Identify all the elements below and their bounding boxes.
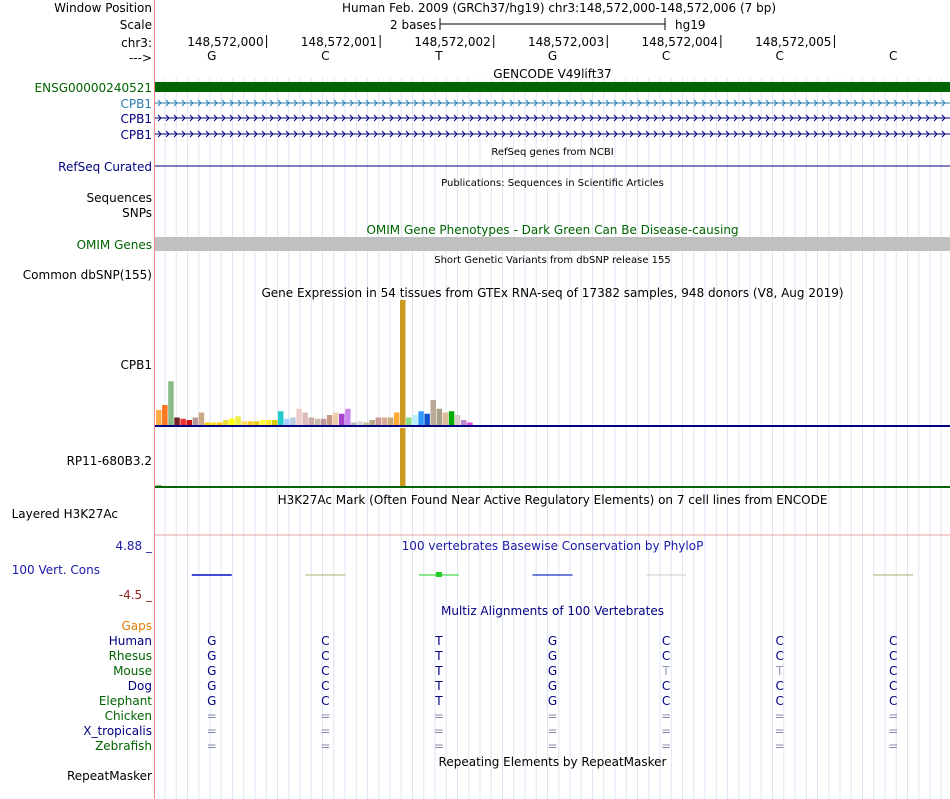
alignment-base: C	[321, 694, 330, 708]
alignment-base: =	[320, 709, 331, 723]
ruler-position: 148,572,001	[300, 35, 378, 49]
alignment-base: T	[435, 634, 443, 648]
alignment-base: T	[435, 649, 443, 663]
alignment-base: C	[889, 694, 898, 708]
repeatmasker-label[interactable]: RepeatMasker	[66, 769, 152, 783]
omim-label[interactable]: OMIM Genes	[76, 238, 152, 252]
gtex-bar-rp11	[400, 428, 406, 486]
gtex-bar-cpb1	[382, 418, 388, 426]
ruler-base: T	[435, 49, 443, 63]
db-name-text: hg19	[675, 18, 706, 32]
gencode-transcript-label-3[interactable]: CPB1	[120, 128, 152, 142]
refseq-label[interactable]: RefSeq Curated	[58, 160, 152, 174]
gtex-bar-cpb1	[266, 420, 272, 425]
gtex-gene-label-rp11[interactable]: RP11-680B3.2	[66, 454, 152, 468]
species-label[interactable]: Rhesus	[108, 649, 152, 663]
h3k27ac-track-title[interactable]: H3K27Ac Mark (Often Found Near Active Regulatory Elements) on 7 cell lines from ENCODE	[277, 493, 828, 507]
alignment-base: C	[321, 649, 330, 663]
gtex-bar-cpb1	[357, 421, 363, 425]
gtex-bar-cpb1	[248, 421, 254, 425]
alignment-base: =	[774, 739, 785, 753]
gtex-gene-label-cpb1[interactable]: CPB1	[120, 358, 152, 372]
alignment-base: C	[775, 679, 784, 693]
alignment-base: C	[661, 634, 671, 648]
alignment-base: T	[435, 664, 443, 678]
gtex-bar-cpb1	[272, 420, 278, 425]
gtex-bar-cpb1	[321, 419, 327, 425]
gtex-bar-cpb1	[388, 418, 394, 426]
gtex-bar-cpb1	[363, 423, 369, 426]
gtex-bar-cpb1	[254, 421, 260, 425]
gtex-bar-cpb1	[339, 414, 345, 425]
gtex-bar-cpb1	[168, 381, 174, 425]
gtex-bar-cpb1	[309, 418, 315, 426]
alignment-base: C	[889, 634, 898, 648]
gencode-gene-label[interactable]: ENSG00000240521	[34, 81, 152, 95]
phylop-max-label: 4.88 _	[115, 539, 152, 553]
alignment-base: G	[207, 679, 217, 693]
alignment-base: T	[775, 664, 784, 678]
gtex-bar-cpb1	[455, 415, 461, 425]
alignment-base: C	[661, 694, 671, 708]
scale-bar-text: 2 bases	[390, 18, 437, 32]
gtex-bar-cpb1	[412, 415, 418, 425]
alignment-base: C	[889, 649, 898, 663]
dbsnp-label[interactable]: Common dbSNP(155)	[22, 268, 152, 282]
gtex-bar-cpb1	[180, 419, 186, 425]
ruler-position: 148,572,003	[527, 35, 605, 49]
gencode-transcript-label-2[interactable]: CPB1	[120, 112, 152, 126]
alignment-base: =	[206, 709, 217, 723]
alignment-base: =	[320, 724, 331, 738]
alignment-base: =	[661, 739, 672, 753]
gtex-bar-cpb1	[241, 421, 247, 425]
omim-track-title[interactable]: OMIM Gene Phenotypes - Dark Green Can Be Disease-causing	[366, 223, 739, 237]
alignment-base: C	[775, 694, 784, 708]
gtex-bar-cpb1	[461, 420, 467, 425]
gtex-bar-cpb1	[211, 423, 217, 426]
gtex-bar-cpb1	[351, 423, 357, 426]
omim-bar	[155, 237, 950, 251]
species-label[interactable]: Zebrafish	[95, 739, 152, 753]
gtex-bar-cpb1	[467, 423, 473, 426]
gtex-track-title[interactable]: Gene Expression in 54 tissues from GTEx RNA-seq of 17382 samples, 948 donors (V8, Aug 2019)	[261, 286, 844, 300]
gtex-bar-cpb1	[345, 409, 351, 425]
gtex-bar-cpb1	[370, 420, 376, 425]
alignment-base: =	[206, 739, 217, 753]
gtex-bar-cpb1	[315, 419, 321, 425]
gtex-bar-cpb1	[278, 411, 284, 425]
gtex-bar-cpb1	[229, 419, 235, 425]
gtex-bar-cpb1	[284, 419, 290, 425]
sequences-label[interactable]: Sequences	[86, 191, 152, 205]
alignment-base: C	[321, 664, 330, 678]
gtex-bar-cpb1	[199, 413, 205, 426]
gencode-transcript-label-1[interactable]: CPB1	[120, 97, 152, 111]
alignment-base: G	[547, 649, 558, 663]
alignment-base: =	[547, 709, 558, 723]
alignment-base: =	[547, 739, 558, 753]
multiz-track-title[interactable]: Multiz Alignments of 100 Vertebrates	[440, 604, 665, 618]
gtex-bar-cpb1	[235, 416, 241, 425]
alignment-base: G	[207, 634, 217, 648]
ruler-position: 148,572,005	[755, 35, 832, 49]
alignment-base: =	[320, 739, 331, 753]
gtex-bar-cpb1	[174, 418, 180, 426]
gtex-bar-cpb1	[333, 413, 339, 426]
ruler-base: G	[207, 49, 217, 63]
gtex-bar-cpb1	[327, 415, 333, 425]
alignment-base: C	[661, 649, 671, 663]
publications-track-title[interactable]: Publications: Sequences in Scientific Articles	[441, 178, 664, 189]
gtex-bar-cpb1	[437, 409, 443, 425]
gtex-bar-cpb1	[376, 418, 382, 426]
phylop-peak	[436, 572, 442, 577]
alignment-base: C	[321, 679, 330, 693]
alignment-base: G	[547, 634, 558, 648]
alignment-base: C	[889, 664, 898, 678]
gtex-bar-cpb1	[290, 418, 296, 426]
species-label[interactable]: X_tropicalis	[83, 724, 152, 738]
gtex-bar-cpb1	[449, 411, 455, 425]
alignment-base: C	[661, 679, 671, 693]
alignment-base: T	[435, 694, 443, 708]
assembly-position-text: Human Feb. 2009 (GRCh37/hg19) chr3:148,572,000-148,572,006 (7 bp)	[342, 1, 777, 15]
alignment-base: =	[661, 724, 672, 738]
phylop-label[interactable]: 100 Vert. Cons	[11, 563, 100, 577]
alignment-base: C	[775, 649, 784, 663]
alignment-base: G	[547, 679, 558, 693]
phylop-track-title[interactable]: 100 vertebrates Basewise Conservation by PhyloP	[401, 539, 704, 553]
gtex-bar-rp11	[156, 485, 162, 486]
gtex-bar-cpb1	[187, 420, 193, 425]
species-label[interactable]: Human	[108, 634, 152, 648]
phylop-min-label: -4.5 _	[118, 588, 152, 602]
alignment-base: C	[321, 634, 330, 648]
gencode-track-title[interactable]: GENCODE V49lift37	[493, 67, 612, 81]
alignment-base: =	[774, 709, 785, 723]
alignment-base: =	[661, 709, 672, 723]
ruler-base: C	[775, 49, 784, 63]
gtex-bar-cpb1	[302, 413, 308, 426]
scale-label: Scale	[119, 18, 152, 32]
gtex-bar-cpb1	[418, 411, 424, 425]
species-label[interactable]: Elephant	[98, 694, 152, 708]
alignment-base: G	[207, 664, 217, 678]
ruler-base: C	[889, 49, 898, 63]
ruler-position: 148,572,002	[414, 35, 491, 49]
gencode-gene-bar	[155, 82, 950, 92]
gtex-bar-cpb1	[424, 414, 430, 425]
alignment-base: =	[206, 724, 217, 738]
strand-label: --->	[128, 51, 152, 65]
ruler-position: 148,572,000	[187, 35, 264, 49]
snps-label[interactable]: SNPs	[122, 206, 152, 220]
alignment-base: G	[547, 664, 558, 678]
alignment-base: =	[888, 724, 899, 738]
repeatmasker-track-title[interactable]: Repeating Elements by RepeatMasker	[438, 755, 667, 769]
ruler-base: C	[661, 49, 671, 63]
chrom-label: chr3:	[121, 36, 152, 50]
alignment-base: G	[207, 694, 217, 708]
species-label[interactable]: Chicken	[104, 709, 152, 723]
alignment-base: G	[207, 649, 217, 663]
alignment-base: =	[888, 739, 899, 753]
h3k27ac-label[interactable]: Layered H3K27Ac	[11, 507, 118, 521]
alignment-base: =	[547, 724, 558, 738]
gtex-bar-cpb1	[443, 413, 449, 426]
gtex-bar-cpb1	[406, 418, 412, 426]
alignment-base: =	[433, 709, 444, 723]
alignment-base: T	[435, 679, 443, 693]
alignment-base: =	[774, 724, 785, 738]
refseq-track-title[interactable]: RefSeq genes from NCBI	[491, 147, 614, 158]
gtex-bar-cpb1	[162, 405, 168, 425]
alignment-base: =	[888, 709, 899, 723]
gtex-bar-cpb1	[260, 420, 266, 425]
ruler-base: G	[547, 49, 558, 63]
species-label[interactable]: Dog	[127, 679, 152, 693]
gtex-bar-cpb1	[431, 400, 437, 425]
dbsnp-track-title[interactable]: Short Genetic Variants from dbSNP release 155	[434, 255, 671, 266]
gtex-bar-cpb1	[193, 418, 199, 426]
gtex-bar-cpb1	[156, 410, 162, 425]
alignment-base: =	[433, 739, 444, 753]
gtex-bar-cpb1	[400, 300, 406, 425]
alignment-base: T	[662, 664, 670, 678]
alignment-base: C	[889, 679, 898, 693]
alignment-base: C	[775, 634, 784, 648]
gtex-bar-cpb1	[223, 420, 229, 425]
gtex-bar-cpb1	[296, 409, 302, 425]
window-position-label: Window Position	[54, 1, 152, 15]
species-label[interactable]: Mouse	[113, 664, 152, 678]
ruler-base: C	[321, 49, 330, 63]
gtex-bar-cpb1	[205, 423, 211, 426]
alignment-base: =	[433, 724, 444, 738]
gtex-bar-cpb1	[394, 413, 400, 426]
gtex-bar-cpb1	[217, 423, 223, 426]
ruler-position: 148,572,004	[641, 35, 718, 49]
alignment-base: G	[547, 694, 558, 708]
gaps-label: Gaps	[121, 619, 152, 633]
